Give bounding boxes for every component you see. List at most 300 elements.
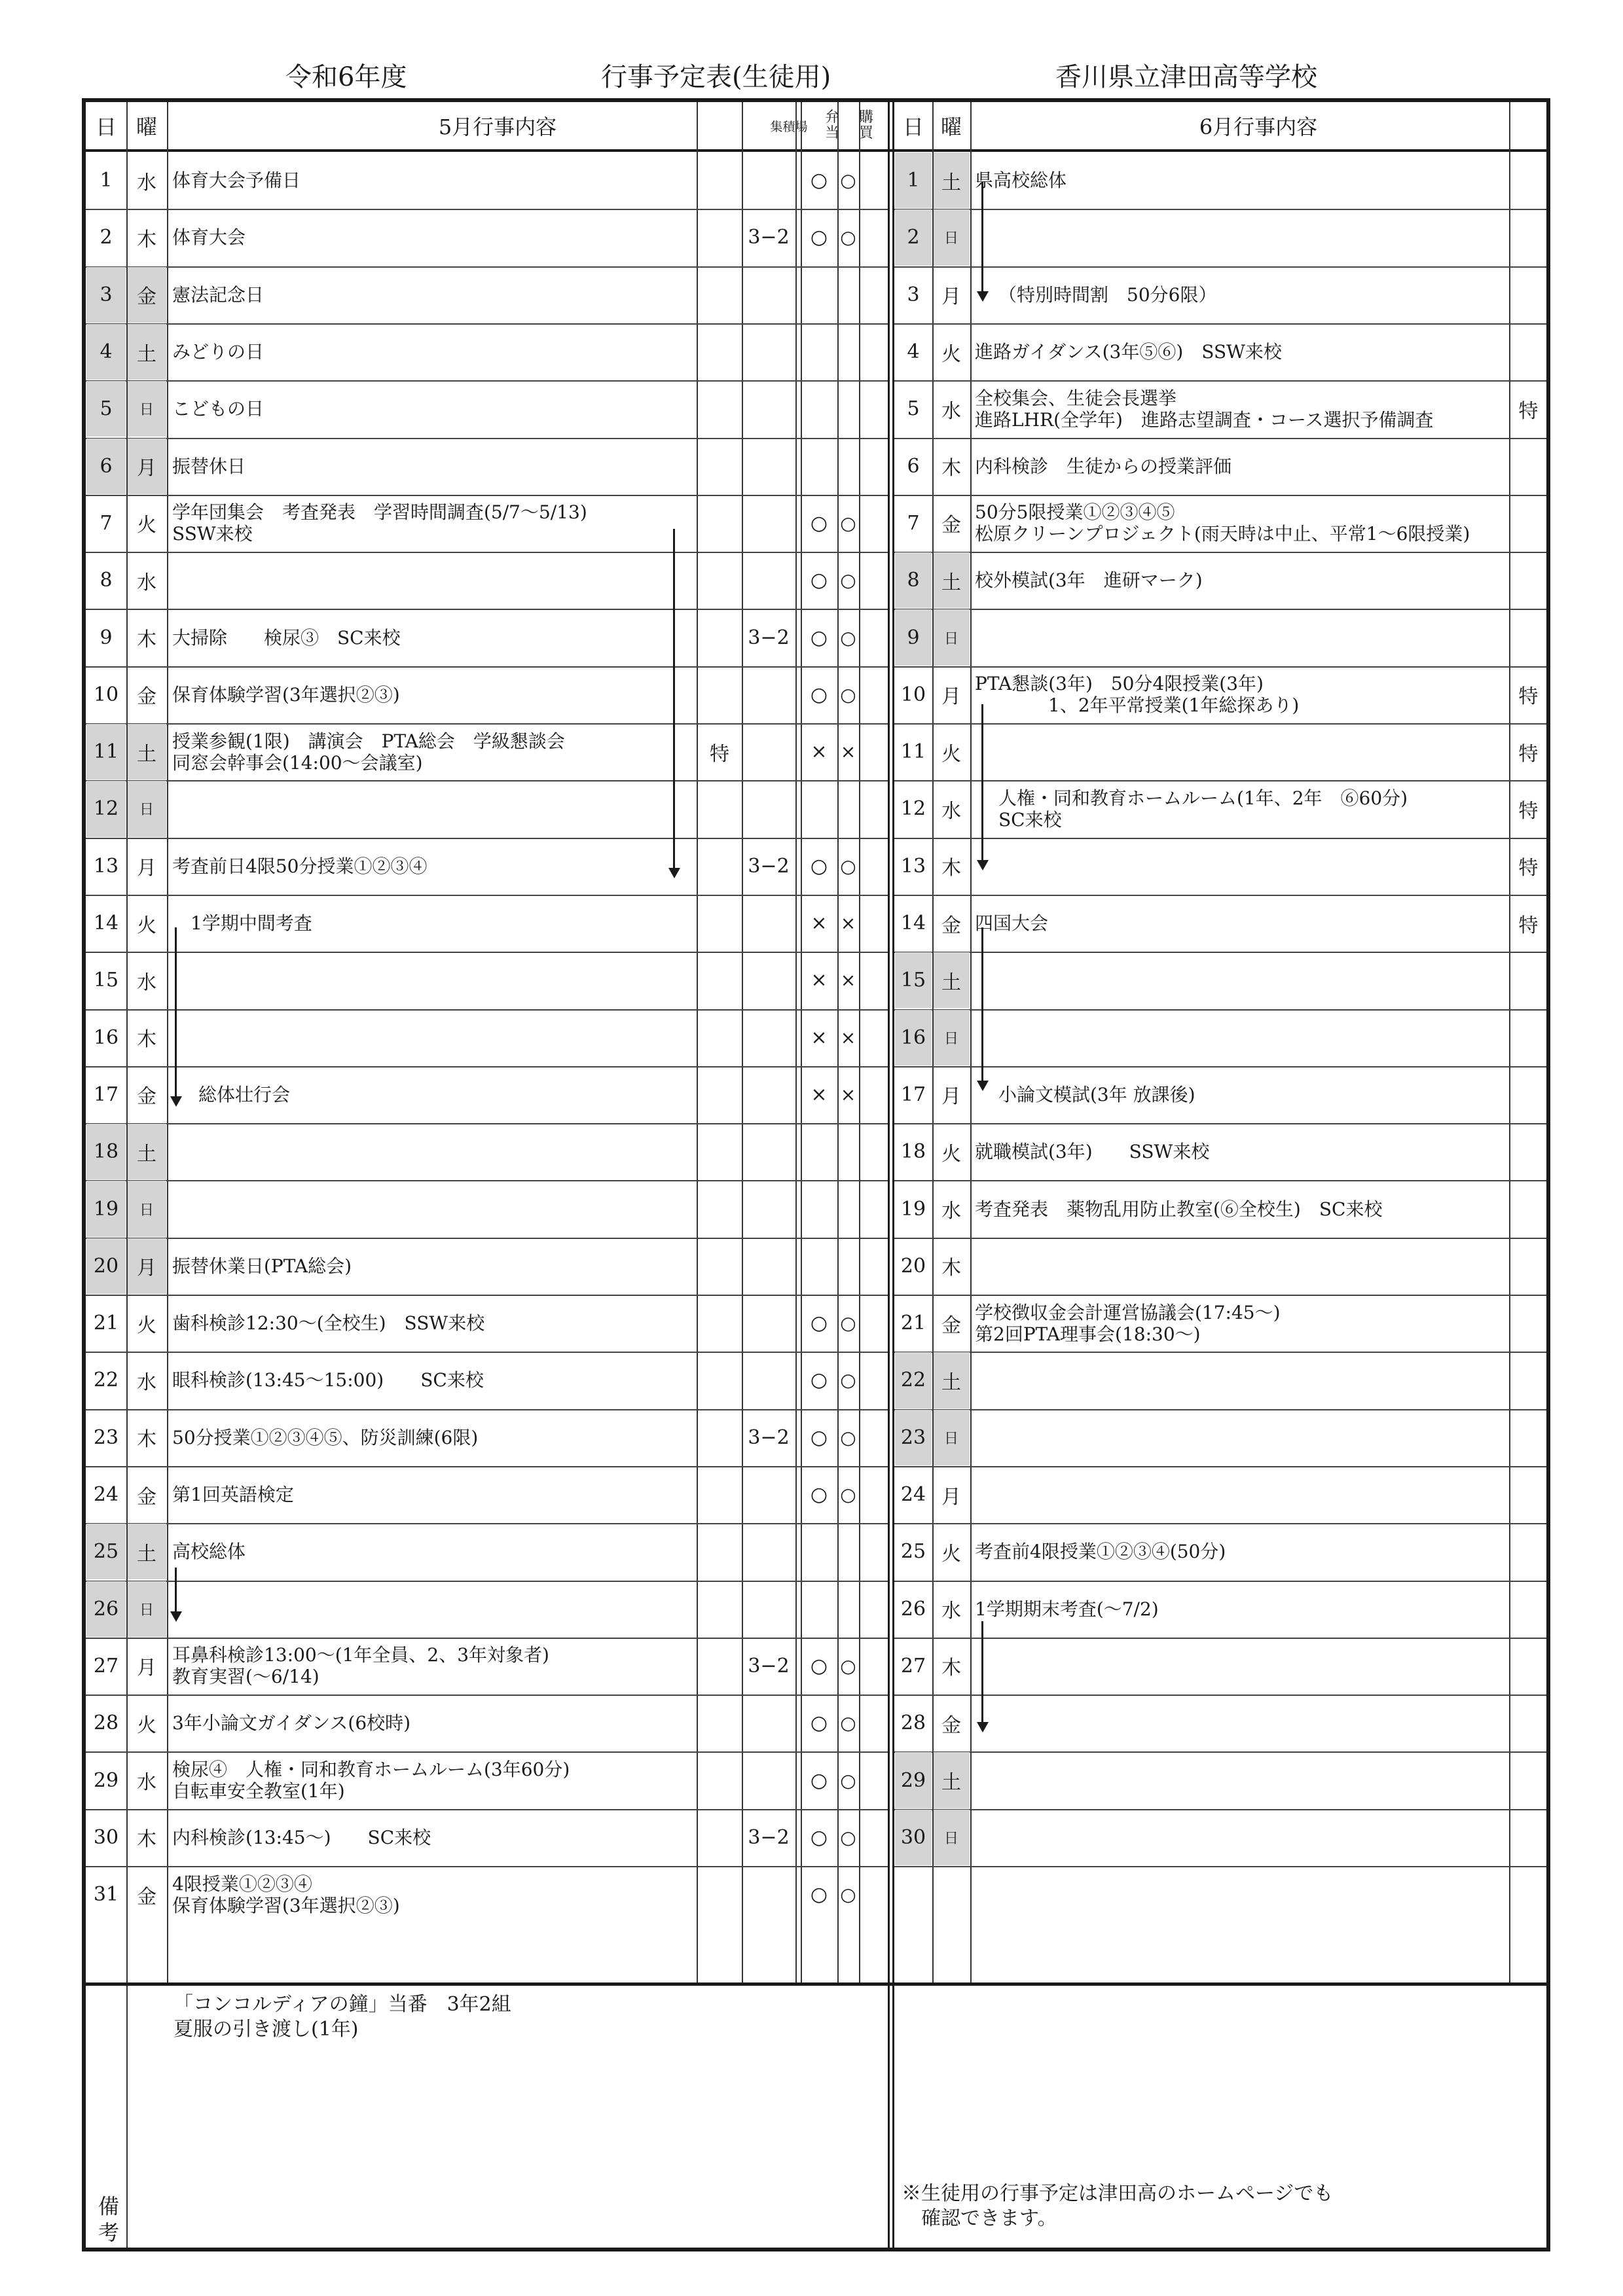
- may-weekday: 金: [137, 285, 156, 309]
- may-bento: ○: [810, 1654, 828, 1677]
- june-events: [975, 1695, 1506, 1751]
- may-buy: ○: [840, 1484, 856, 1506]
- row-line: [894, 1866, 1546, 1867]
- may-day: 24: [93, 1483, 119, 1507]
- may-events: [172, 323, 693, 380]
- june-weekday: 土: [941, 171, 961, 194]
- june-day: 2: [907, 226, 920, 249]
- june-events: [975, 380, 1506, 437]
- may-day: 12: [93, 797, 119, 821]
- may-weekday: 木: [137, 1028, 156, 1052]
- may-weekday: 金: [137, 685, 156, 709]
- may-event-line: 第1回英語検定: [172, 1484, 294, 1506]
- may-day: 20: [93, 1254, 119, 1278]
- may-events: [172, 1409, 693, 1466]
- june-event-line: SC来校: [998, 808, 1062, 831]
- may-event-line: 検尿④ 人権・同和教育ホームルーム(3年60分): [172, 1759, 570, 1781]
- may-buy: ○: [840, 569, 856, 592]
- june-events: [998, 1066, 1530, 1123]
- june-weekday: 水: [941, 399, 961, 423]
- may-day: 13: [93, 854, 119, 878]
- may-bento: ○: [810, 1883, 828, 1907]
- may-events: [172, 1866, 693, 1923]
- may-weekday: 火: [137, 1713, 156, 1737]
- header-bento: 弁当: [824, 109, 839, 141]
- may-day: 11: [93, 740, 119, 764]
- june-events: [975, 952, 1506, 1009]
- may-event-line: 高校総体: [172, 1541, 246, 1563]
- may-events: [172, 1695, 693, 1751]
- may-buy: ○: [840, 1884, 856, 1906]
- june-special-mark: 特: [1518, 685, 1539, 709]
- june-day: 22: [900, 1369, 926, 1392]
- june-events: [975, 495, 1506, 552]
- june-events: [975, 1581, 1506, 1638]
- june-special-mark: 特: [1518, 914, 1539, 937]
- may-events: [172, 1523, 693, 1580]
- month-divider: [888, 102, 894, 2248]
- may-buy: ○: [840, 226, 856, 249]
- june-event-line: 50分5限授業①②③④⑤: [975, 501, 1175, 524]
- may-bento: ○: [810, 1825, 828, 1849]
- june-event-line: 内科検診 生徒からの授業評価: [975, 455, 1232, 477]
- may-weekday: 水: [137, 1371, 156, 1394]
- june-weekday: 月: [941, 1085, 961, 1109]
- june-day: 15: [900, 969, 926, 992]
- june-special-mark: 特: [1518, 742, 1539, 766]
- june-events: [975, 666, 1506, 723]
- column-line: [859, 102, 860, 1982]
- may-weekday: 土: [137, 342, 156, 366]
- june-weekday: 木: [941, 857, 961, 880]
- may-bento: ○: [810, 1712, 828, 1735]
- june-day: 24: [900, 1483, 926, 1507]
- june-events: [975, 323, 1506, 380]
- june-weekday: 金: [941, 1314, 961, 1337]
- may-special-mark: 特: [710, 742, 729, 766]
- may-day: 7: [100, 511, 113, 535]
- may-events: [172, 152, 693, 209]
- may-events: [172, 266, 693, 323]
- may-buy: ○: [840, 683, 856, 706]
- may-day: 30: [93, 1825, 119, 1849]
- header-day: 日: [95, 115, 117, 139]
- may-event-line: 振替休業日(PTA総会): [172, 1255, 352, 1277]
- june-event-line: 全校集会、生徒会長選挙: [975, 387, 1177, 409]
- june-weekday: 土: [941, 571, 961, 594]
- may-weekday: 土: [137, 1142, 156, 1166]
- may-weekday: 木: [137, 628, 156, 652]
- may-day: 29: [93, 1768, 119, 1792]
- june-special-mark: 特: [1518, 799, 1539, 823]
- may-bento: ○: [810, 683, 828, 706]
- june-day: 17: [900, 1083, 926, 1106]
- june-weekday: 金: [941, 914, 961, 937]
- may-buy: ○: [840, 1312, 856, 1335]
- may-event-line: 保育体験学習(3年選択②③): [172, 683, 400, 706]
- may-buy: ○: [840, 1769, 856, 1791]
- may-gather: 3−2: [748, 226, 790, 249]
- may-bento: ○: [810, 1312, 828, 1335]
- document-title: 行事予定表(生徒用): [601, 62, 831, 92]
- may-events: [191, 895, 712, 952]
- may-event-line: 3年小論文ガイダンス(6校時): [172, 1712, 411, 1734]
- may-events: [172, 552, 693, 609]
- header-day-june: 日: [902, 115, 924, 139]
- may-bento: ×: [811, 1026, 828, 1049]
- june-events: [975, 1638, 1506, 1695]
- may-weekday: 火: [137, 1314, 156, 1337]
- continuation-arrow: [175, 1568, 177, 1613]
- june-weekday: 日: [943, 1430, 958, 1447]
- may-buy: ○: [840, 1426, 856, 1448]
- may-buy: ×: [840, 1026, 856, 1049]
- june-weekday: 金: [941, 1713, 961, 1737]
- may-day: 14: [93, 912, 119, 935]
- june-event-line: 校外模試(3年 進研マーク): [975, 569, 1203, 592]
- june-event-line: 1学期期末考査(〜7/2): [975, 1598, 1159, 1620]
- may-weekday: 日: [139, 402, 154, 419]
- column-line: [167, 102, 168, 1982]
- june-day: 20: [900, 1254, 926, 1278]
- may-weekday: 日: [139, 1202, 154, 1219]
- column-line: [970, 102, 972, 1982]
- may-weekday: 月: [137, 1657, 156, 1680]
- may-event-line: 保育体験学習(3年選択②③): [172, 1894, 400, 1916]
- june-events: [975, 1751, 1506, 1808]
- may-event-line: 考査前日4限50分授業①②③④: [172, 855, 428, 877]
- may-events: [172, 1295, 693, 1352]
- note-left-1: 「コンコルディアの鐘」当番 3年2組: [173, 1993, 511, 2016]
- may-buy: ○: [840, 626, 856, 649]
- may-bento: ○: [810, 854, 828, 878]
- june-day: 21: [900, 1312, 926, 1335]
- may-events: [172, 1123, 693, 1180]
- continuation-arrow: [981, 182, 983, 293]
- may-bento: ×: [811, 1083, 828, 1106]
- may-events: [172, 1009, 693, 1066]
- may-buy: ○: [840, 1369, 856, 1391]
- may-day: 9: [100, 626, 113, 649]
- june-day: 14: [900, 912, 926, 935]
- june-weekday: 月: [941, 285, 961, 309]
- header-weekday: 曜: [136, 115, 157, 139]
- may-weekday: 日: [139, 802, 154, 819]
- may-events: [198, 1066, 720, 1123]
- may-day: 8: [100, 569, 113, 592]
- may-weekday: 金: [137, 1885, 156, 1909]
- june-weekday: 土: [941, 1371, 961, 1394]
- may-events: [172, 609, 693, 666]
- may-events: [172, 780, 693, 837]
- may-event-line: 同窓会幹事会(14:00〜会議室): [172, 751, 423, 774]
- may-bento: ○: [810, 511, 828, 535]
- may-event-line: 学年団集会 考査発表 学習時間調査(5/7〜5/13): [172, 501, 587, 524]
- june-day: 5: [907, 397, 920, 421]
- june-event-line: 進路LHR(全学年) 進路志望調査・コース選択予備調査: [975, 408, 1434, 431]
- june-events: [975, 609, 1506, 666]
- may-events: [172, 1751, 693, 1808]
- may-weekday: 月: [137, 857, 156, 880]
- june-day: 13: [900, 854, 926, 878]
- june-day: 11: [900, 740, 926, 764]
- june-day: 29: [900, 1768, 926, 1792]
- june-day: 6: [907, 454, 920, 478]
- may-buy: ○: [840, 855, 856, 877]
- june-events: [998, 266, 1530, 323]
- may-event-line: 耳鼻科検診13:00〜(1年全員、2、3年対象者): [172, 1644, 549, 1666]
- june-weekday: 日: [943, 1030, 958, 1047]
- may-event-line: みどりの日: [172, 341, 264, 363]
- may-day: 5: [100, 397, 113, 421]
- june-weekday: 火: [941, 742, 961, 766]
- june-event-line: 1、2年平常授業(1年総探あり): [975, 694, 1300, 717]
- june-event-line: 四国大会: [975, 912, 1049, 935]
- june-day: 3: [907, 283, 920, 306]
- june-event-line: （特別時間割 50分6限）: [998, 283, 1217, 306]
- may-bento: ×: [811, 912, 828, 935]
- june-special-mark: 特: [1518, 857, 1539, 880]
- may-gather: 3−2: [748, 626, 790, 649]
- may-day: 15: [93, 969, 119, 992]
- may-buy: ○: [840, 1655, 856, 1677]
- may-bento: ○: [810, 226, 828, 249]
- column-line: [697, 102, 698, 1982]
- may-buy: ×: [840, 741, 856, 763]
- header-buy: 購買: [858, 109, 873, 141]
- may-day: 2: [100, 226, 113, 249]
- june-day: 18: [900, 1140, 926, 1164]
- column-line: [742, 102, 743, 1982]
- may-weekday: 水: [137, 1771, 156, 1795]
- may-events: [172, 723, 693, 780]
- june-day: 28: [900, 1712, 926, 1735]
- may-gather: 3−2: [748, 1426, 790, 1449]
- june-day: 27: [900, 1654, 926, 1677]
- june-weekday: 火: [941, 1542, 961, 1566]
- may-bento: ○: [810, 1483, 828, 1507]
- continuation-arrow: [981, 704, 983, 861]
- may-event-line: 自転車安全教室(1年): [172, 1780, 345, 1803]
- june-weekday: 日: [943, 230, 958, 247]
- may-weekday: 水: [137, 971, 156, 994]
- may-buy: ×: [840, 1083, 856, 1105]
- june-events: [975, 895, 1506, 952]
- continuation-arrow: [981, 927, 983, 1082]
- may-events: [172, 438, 693, 495]
- may-bento: ○: [810, 1768, 828, 1792]
- may-event-line: 授業参観(1限) 講演会 PTA総会 学級懇談会: [172, 730, 565, 752]
- june-weekday: 木: [941, 1257, 961, 1280]
- june-event-line: 人権・同和教育ホームルーム(1年、2年 ⑥60分): [998, 787, 1408, 809]
- june-events: [975, 152, 1506, 209]
- june-day: 1: [907, 169, 920, 192]
- june-day: 4: [907, 340, 920, 364]
- may-day: 10: [93, 683, 119, 706]
- may-weekday: 木: [137, 1428, 156, 1452]
- may-buy: ○: [840, 170, 856, 192]
- june-events: [975, 552, 1506, 609]
- header-may-events: 5月行事内容: [438, 115, 557, 139]
- may-events: [172, 1809, 693, 1866]
- may-bento: ○: [810, 1369, 828, 1392]
- note-right-1: ※生徒用の行事予定は津田高のホームページでも: [902, 2182, 1334, 2205]
- may-events: [172, 952, 693, 1009]
- june-day: 9: [907, 626, 920, 649]
- continuation-arrow: [673, 529, 675, 869]
- june-day: 16: [900, 1026, 926, 1049]
- june-weekday: 土: [941, 971, 961, 994]
- may-gather: 3−2: [748, 854, 790, 878]
- may-day: 6: [100, 454, 113, 478]
- may-day: 26: [93, 1597, 119, 1621]
- may-weekday: 水: [137, 571, 156, 594]
- june-event-line: 小論文模試(3年 放課後): [998, 1083, 1195, 1105]
- may-day: 17: [93, 1083, 119, 1106]
- june-weekday: 火: [941, 342, 961, 366]
- may-weekday: 月: [137, 1257, 156, 1280]
- may-buy: ×: [840, 912, 856, 935]
- june-events: [975, 209, 1506, 266]
- june-weekday: 日: [943, 630, 958, 647]
- june-event-line: 第2回PTA理事会(18:30〜): [975, 1323, 1201, 1345]
- june-weekday: 土: [941, 1771, 961, 1795]
- june-events: [975, 1123, 1506, 1180]
- may-event-line: 振替休日: [172, 455, 246, 477]
- june-weekday: 木: [941, 1657, 961, 1680]
- schedule-table: [82, 98, 1550, 2251]
- june-event-line: 松原クリーンプロジェクト(雨天時は中止、平常1〜6限授業): [975, 523, 1470, 545]
- june-weekday: 水: [941, 799, 961, 823]
- may-events: [172, 1581, 693, 1638]
- may-weekday: 木: [137, 1828, 156, 1852]
- note-right-2: 確認できます。: [902, 2207, 1057, 2230]
- may-event-line: SSW来校: [172, 523, 253, 545]
- may-events: [172, 1238, 693, 1295]
- june-events: [975, 1009, 1506, 1066]
- may-weekday: 金: [137, 1485, 156, 1509]
- june-day: 26: [900, 1597, 926, 1621]
- may-event-line: 教育実習(〜6/14): [172, 1666, 319, 1688]
- may-events: [172, 380, 693, 437]
- june-weekday: 木: [941, 457, 961, 480]
- june-events: [975, 438, 1506, 495]
- may-weekday: 木: [137, 228, 156, 251]
- may-bento: ×: [811, 969, 828, 992]
- may-event-line: 総体壮行会: [198, 1083, 291, 1105]
- may-bento: ○: [810, 1426, 828, 1449]
- june-event-line: 県高校総体: [975, 170, 1067, 192]
- may-day: 4: [100, 340, 113, 364]
- may-events: [172, 495, 693, 552]
- june-events: [975, 1295, 1506, 1352]
- may-day: 19: [93, 1197, 119, 1221]
- may-weekday: 月: [137, 457, 156, 480]
- may-event-line: 体育大会: [172, 226, 246, 249]
- may-buy: ○: [840, 512, 856, 534]
- may-gather: 3−2: [748, 1654, 790, 1677]
- may-event-line: 4限授業①②③④: [172, 1873, 312, 1895]
- may-events: [172, 838, 693, 895]
- june-day: 30: [900, 1825, 926, 1849]
- june-events: [998, 780, 1530, 837]
- may-weekday: 金: [137, 1085, 156, 1109]
- may-events: [172, 209, 693, 266]
- may-event-line: 内科検診(13:45〜) SC来校: [172, 1826, 431, 1848]
- june-events: [975, 838, 1506, 895]
- may-events: [172, 1638, 693, 1695]
- column-line: [795, 102, 797, 1982]
- may-weekday: 火: [137, 914, 156, 937]
- may-event-line: 眼科検診(13:45〜15:00) SC来校: [172, 1369, 484, 1391]
- may-events: [172, 1466, 693, 1523]
- may-day: 1: [100, 169, 113, 192]
- june-event-line: PTA懇談(3年) 50分4限授業(3年): [975, 673, 1264, 695]
- may-events: [172, 1352, 693, 1408]
- may-events: [172, 1180, 693, 1237]
- note-left-2: 夏服の引き渡し(1年): [173, 2018, 359, 2041]
- june-weekday: 日: [943, 1830, 958, 1847]
- may-weekday: 土: [137, 742, 156, 766]
- may-bento: ○: [810, 626, 828, 649]
- june-weekday: 金: [941, 514, 961, 537]
- continuation-arrow: [981, 1621, 983, 1724]
- may-bento: ○: [810, 569, 828, 592]
- may-weekday: 火: [137, 514, 156, 537]
- notes-label: 備考: [98, 2194, 119, 2245]
- june-events: [975, 1809, 1506, 1866]
- continuation-arrow: [175, 927, 177, 1098]
- may-day: 23: [93, 1426, 119, 1449]
- may-event-line: 50分授業①②③④⑤、防災訓練(6限): [172, 1426, 479, 1448]
- june-event-line: 進路ガイダンス(3年⑤⑥) SSW来校: [975, 341, 1282, 363]
- may-event-line: こどもの日: [172, 398, 264, 420]
- may-day: 31: [93, 1883, 119, 1907]
- june-event-line: 就職模試(3年) SSW来校: [975, 1141, 1210, 1163]
- header-weekday-june: 曜: [940, 115, 962, 139]
- june-events: [975, 1409, 1506, 1466]
- june-weekday: 水: [941, 1200, 961, 1223]
- may-event-line: 体育大会予備日: [172, 170, 301, 192]
- june-events: [975, 1352, 1506, 1408]
- june-special-mark: 特: [1518, 399, 1539, 423]
- may-day: 22: [93, 1369, 119, 1392]
- june-events: [975, 1180, 1506, 1237]
- may-event-line: 大掃除 検尿③ SC来校: [172, 626, 401, 649]
- june-day: 25: [900, 1540, 926, 1564]
- june-day: 7: [907, 511, 920, 535]
- may-day: 16: [93, 1026, 119, 1049]
- june-events: [975, 1238, 1506, 1295]
- header-june-events: 6月行事内容: [1199, 115, 1318, 139]
- june-events: [975, 1523, 1506, 1580]
- june-day: 8: [907, 569, 920, 592]
- may-day: 27: [93, 1654, 119, 1677]
- may-day: 21: [93, 1312, 119, 1335]
- may-day: 28: [93, 1712, 119, 1735]
- june-weekday: 火: [941, 1142, 961, 1166]
- june-day: 23: [900, 1426, 926, 1449]
- may-day: 18: [93, 1140, 119, 1164]
- june-event-line: 考査発表 薬物乱用防止教室(⑥全校生) SC来校: [975, 1198, 1383, 1220]
- may-event-line: 歯科検診12:30〜(全校生) SSW来校: [172, 1312, 485, 1335]
- june-weekday: 月: [941, 685, 961, 709]
- notes-divider: [86, 1982, 1546, 1986]
- may-event-line: 憲法記念日: [172, 283, 264, 306]
- may-buy: ×: [840, 969, 856, 992]
- june-events: [975, 723, 1506, 780]
- may-bento: ×: [811, 740, 828, 764]
